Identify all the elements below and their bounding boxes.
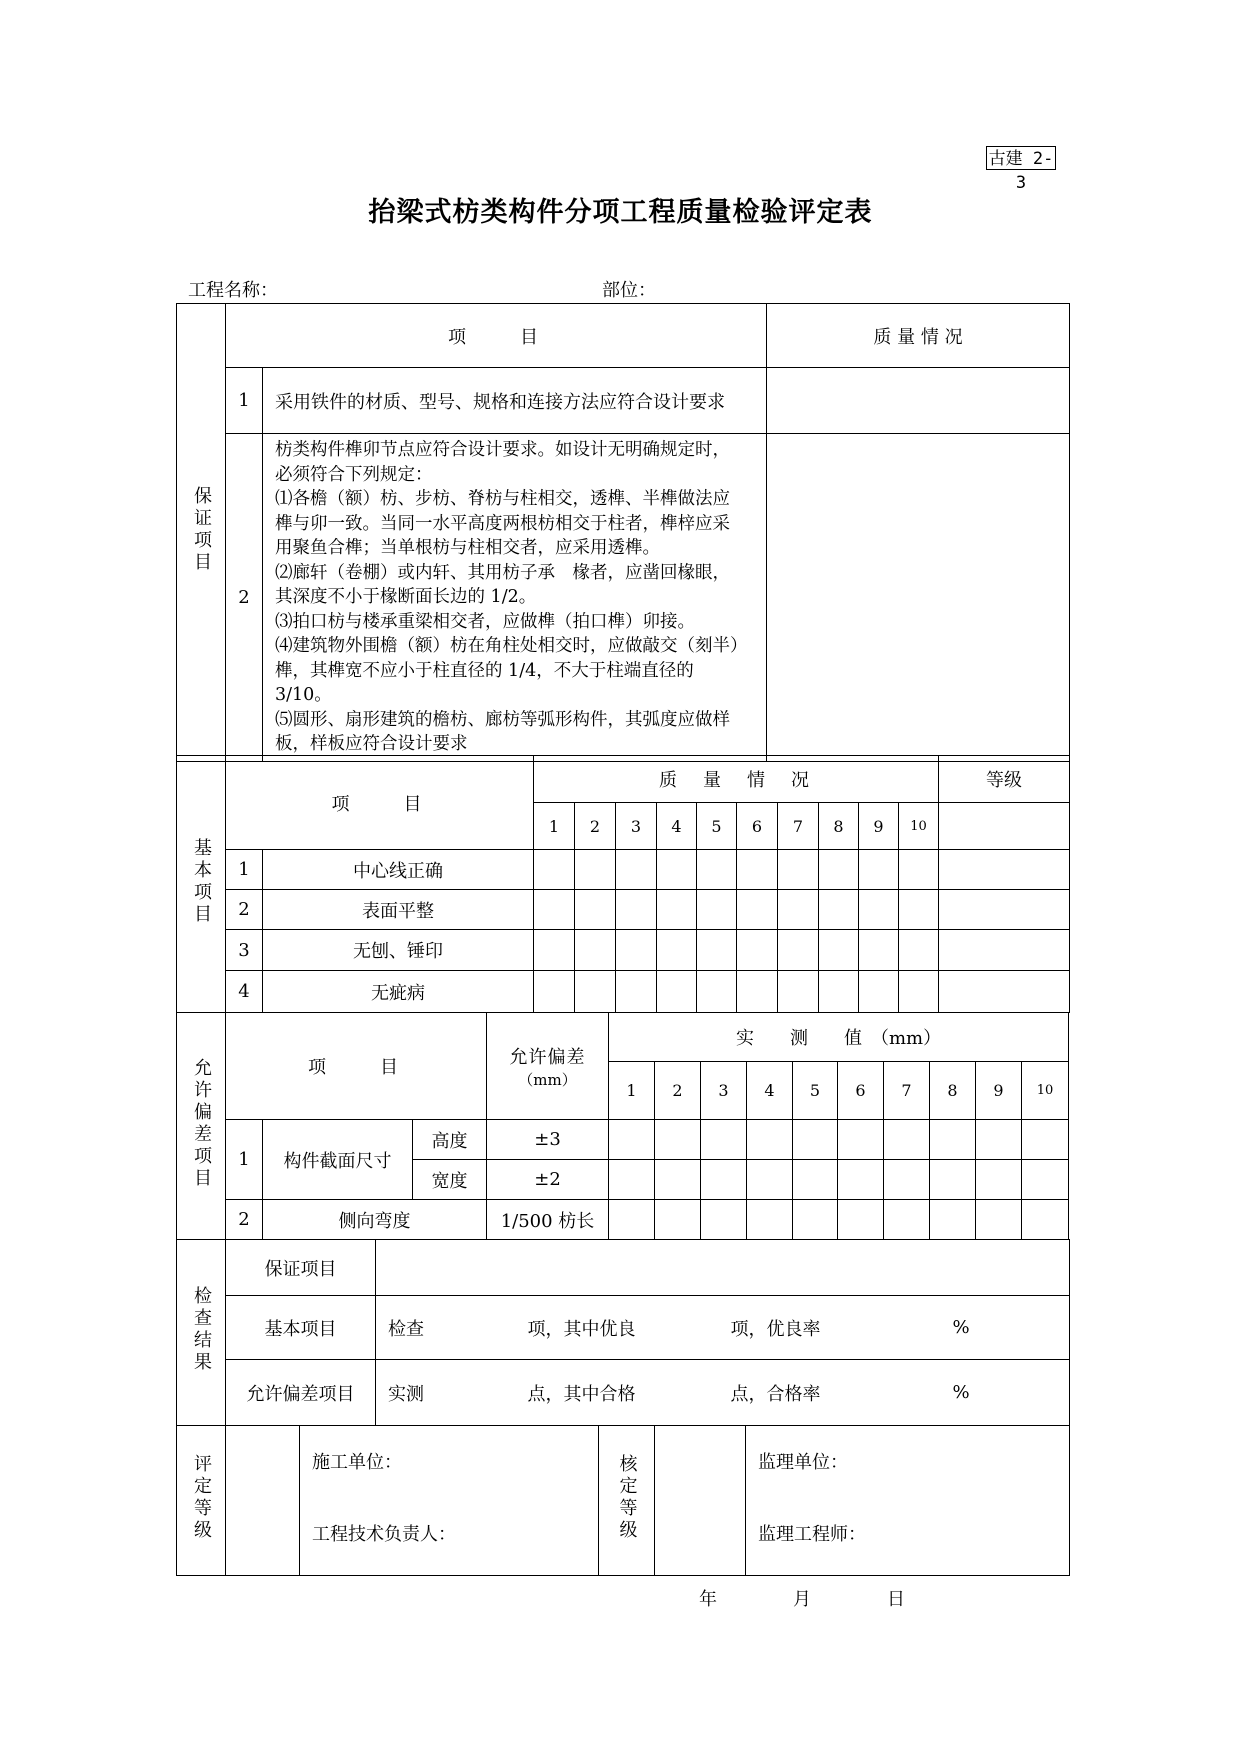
table-row: [177, 971, 1070, 1013]
basic-section-label: 基本项目: [177, 756, 226, 1013]
page-title: 抬梁式枋类构件分项工程质量检验评定表: [368, 197, 873, 228]
point-header: 6: [737, 803, 778, 850]
table-row: [177, 368, 1070, 434]
supervision-block: [746, 1426, 1070, 1576]
supervision-engineer-label: 监理工程师：: [758, 1524, 866, 1545]
result-value-cell[interactable]: [376, 1240, 1070, 1296]
table-row: [177, 1240, 1070, 1296]
result-text-c: 点，合格率: [731, 1360, 921, 1426]
allow-value: ±3: [487, 1120, 609, 1160]
table-row: [177, 930, 1070, 971]
point-header: 10: [899, 803, 939, 850]
date-day: 日: [887, 1589, 905, 1610]
allow-value: ±2: [487, 1160, 609, 1200]
construction-unit-label: 施工单位：: [312, 1452, 402, 1473]
result-text-b: 项，其中优良: [516, 1296, 731, 1360]
basic-col-quality: 质 量 情 况: [534, 756, 939, 803]
item-no: 1: [226, 368, 263, 434]
item-text: 无刨、锤印: [263, 930, 534, 971]
item-text: 表面平整: [263, 890, 534, 930]
grade-cell[interactable]: [939, 803, 1070, 850]
table-row: [177, 1296, 1070, 1360]
table-row: [177, 1360, 1070, 1426]
point-header: 10: [1022, 1062, 1069, 1120]
tolerance-col-item: 项 目: [226, 1013, 487, 1120]
table-row: [177, 890, 1070, 930]
project-name-label: 工程名称：: [188, 280, 278, 301]
supervision-unit-label: 监理单位：: [758, 1452, 848, 1473]
sub-item-name: 高度: [413, 1120, 487, 1160]
result-text-a: 实测: [376, 1360, 516, 1426]
item-no: 2: [226, 1200, 263, 1240]
item-no: 4: [226, 971, 263, 1013]
point-header: 7: [884, 1062, 930, 1120]
point-header: 8: [819, 803, 859, 850]
tolerance-section-label: 允许偏差项目: [177, 1013, 226, 1240]
point-header: 4: [657, 803, 697, 850]
date-year: 年: [699, 1589, 717, 1610]
item-text-line: ⑶拍口枋与楼承重梁相交者，应做榫（拍口榫）卯接。: [275, 611, 695, 632]
tolerance-table: [176, 1012, 1069, 1240]
item-no: 2: [226, 434, 263, 762]
result-section-label: 检查结果: [177, 1240, 226, 1426]
item-text-line: 板，样板应符合设计要求: [275, 734, 468, 754]
point-header: 6: [838, 1062, 884, 1120]
rating-table: [176, 1425, 1070, 1576]
item-text: 构件截面尺寸: [263, 1120, 413, 1200]
result-text-d: %: [921, 1296, 1070, 1360]
point-header: 5: [697, 803, 737, 850]
point-header: 1: [534, 803, 575, 850]
point-header: 2: [655, 1062, 701, 1120]
item-text-line: 枋类构件榫卯节点应符合设计要求。如设计无明确规定时，: [275, 440, 730, 460]
result-row-label: 基本项目: [226, 1296, 376, 1360]
table-row: [177, 434, 1070, 762]
item-no: 1: [226, 1120, 263, 1200]
allow-value: 1/500 枋长: [487, 1200, 609, 1240]
tolerance-col-allow: 允许偏差 （mm）: [487, 1013, 609, 1120]
item-no: 3: [226, 930, 263, 971]
item-text: 采用铁件的材质、型号、规格和连接方法应符合设计要求: [263, 368, 767, 434]
rating-grade-cell[interactable]: [226, 1426, 300, 1576]
point-header: 9: [859, 803, 899, 850]
item-text-line: 用聚鱼合榫；当单根枋与柱相交者，应采用透榫。: [275, 538, 660, 558]
sub-item-name: 宽度: [413, 1160, 487, 1200]
guarantee-section-label: 保证项目: [177, 304, 226, 762]
item-text-line: ⑵廊轩（卷棚）或内轩、其用枋子承 椽者，应凿回椽眼，: [275, 562, 730, 583]
result-row-label: 保证项目: [226, 1240, 376, 1296]
basic-col-grade: 等级: [939, 756, 1070, 803]
item-text: 侧向弯度: [263, 1200, 487, 1240]
item-text-line: 榫，其榫宽不应小于柱直径的 1/4，不大于柱端直径的: [275, 660, 694, 681]
item-text: 中心线正确: [263, 850, 534, 890]
item-text-line: ⑷建筑物外围檐（额）枋在角柱处相交时，应做敲交（刻半）: [275, 636, 748, 656]
basic-table: [176, 755, 1070, 1013]
quality-cell[interactable]: [767, 368, 1070, 434]
item-text-line: 3/10。: [275, 685, 332, 705]
guarantee-col-quality: 质 量 情 况: [767, 304, 1070, 368]
point-header: 1: [609, 1062, 655, 1120]
item-no: 1: [226, 850, 263, 890]
item-no: 2: [226, 890, 263, 930]
tolerance-col-measure: 实 测 值 （mm）: [609, 1013, 1069, 1062]
result-row-label: 允许偏差项目: [226, 1360, 376, 1426]
result-table: [176, 1239, 1070, 1426]
item-text: 无疵病: [263, 971, 534, 1013]
verify-label: 核定等级: [599, 1426, 655, 1576]
point-header: 8: [930, 1062, 976, 1120]
table-row: [177, 1120, 1069, 1160]
point-header: 9: [976, 1062, 1022, 1120]
point-header: 3: [701, 1062, 747, 1120]
guarantee-col-item: 项 目: [226, 304, 767, 368]
point-header: 7: [778, 803, 819, 850]
location-label: 部位：: [602, 280, 656, 301]
result-text-d: %: [921, 1360, 1070, 1426]
rating-section-label: 评定等级: [177, 1426, 226, 1576]
quality-cell[interactable]: [767, 434, 1070, 762]
item-text-line: 其深度不小于椽断面长边的 1/2。: [275, 587, 537, 607]
point-header: 5: [793, 1062, 838, 1120]
item-text-line: 榫与卯一致。当同一水平高度两根枋相交于柱者，榫梓应采: [275, 513, 730, 534]
construction-block: [300, 1426, 599, 1576]
tech-lead-label: 工程技术负责人：: [312, 1524, 456, 1545]
result-text-c: 项，优良率: [731, 1296, 921, 1360]
point-header: 4: [747, 1062, 793, 1120]
table-row: [177, 1200, 1069, 1240]
verify-grade-cell[interactable]: [655, 1426, 746, 1576]
result-text-b: 点，其中合格: [516, 1360, 731, 1426]
item-text-line: ⑸圆形、扇形建筑的檐枋、廊枋等弧形构件，其弧度应做样: [275, 709, 730, 730]
item-text-line: 必须符合下列规定：: [275, 464, 433, 485]
point-header: 2: [575, 803, 616, 850]
point-header: 3: [616, 803, 657, 850]
item-text-line: ⑴各檐（额）枋、步枋、脊枋与柱相交，透榫、半榫做法应: [275, 489, 730, 509]
result-text-a: 检查: [376, 1296, 516, 1360]
table-row: [177, 850, 1070, 890]
form-code: 古建 2-3: [986, 146, 1056, 170]
basic-col-item: 项 目: [226, 756, 534, 850]
date-month: 月: [793, 1589, 811, 1610]
guarantee-table: [176, 303, 1070, 762]
item-text-multiline: [263, 434, 767, 762]
